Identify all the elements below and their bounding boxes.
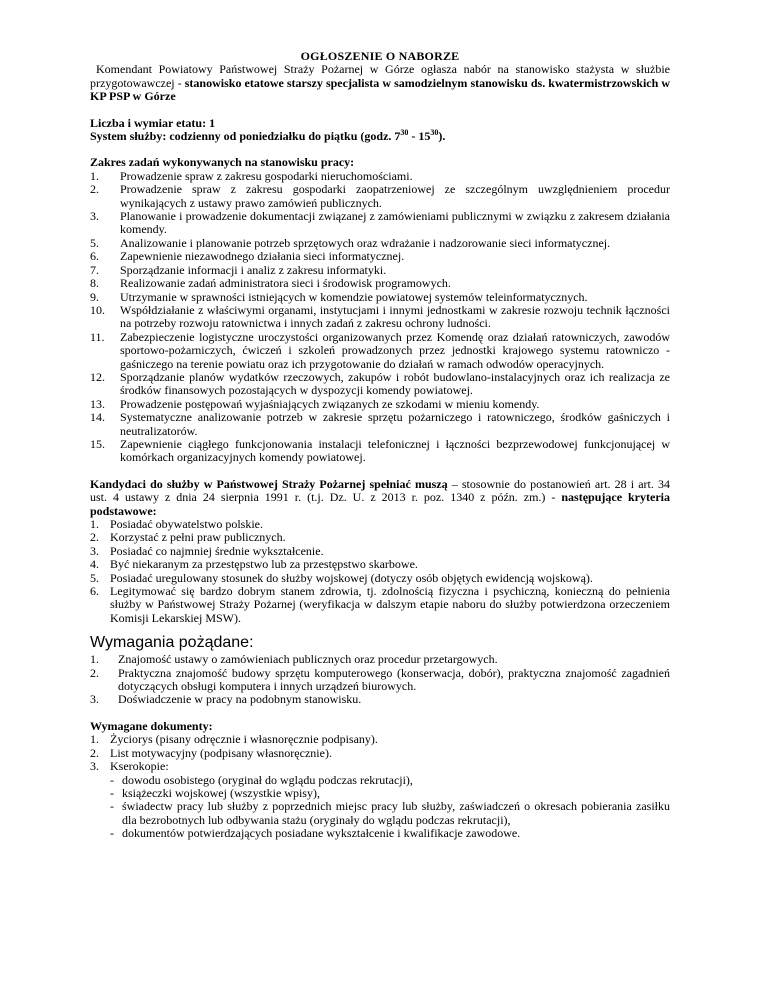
item-number: 3. (90, 209, 99, 224)
list-item (90, 411, 670, 438)
page-title: OGŁOSZENIE O NABORZE (300, 49, 460, 63)
list-item (90, 264, 670, 277)
list-item (90, 733, 670, 746)
desired-list (90, 653, 670, 707)
list-item (90, 291, 670, 304)
copy-text: świadectw pracy lub służby z poprzednich miejsc pracy lub służby, zaświadczeń o okresach pobierania zasiłku dla bezrobotnych lub odbywania stażu (oryginały do wglądu podczas rekrutacji), (122, 799, 670, 827)
list-item (90, 371, 670, 398)
intro-position: stanowisko etatowe starszy specjalista w samodzielnym stanowisku ds. kwatermistrzowskich w KP PSP w Górze (90, 75, 671, 104)
item-text: Prowadzenie postępowań wyjaśniających związanych ze szkodami w mieniu komendy. (120, 396, 540, 411)
item-text: Systematyczne analizowanie potrzeb w zakresie sprzętu pożarniczego i ratowniczego, środków gaśniczych i neutralizatorów. (120, 410, 670, 438)
intro-paragraph (90, 63, 670, 103)
item-number: 1. (90, 168, 99, 183)
list-item (90, 572, 670, 585)
item-number: 6. (90, 249, 99, 264)
item-number: 8. (90, 276, 99, 291)
item-number: 2. (90, 745, 99, 760)
item-number: 9. (90, 289, 99, 304)
item-text: Posiadać uregulowany stosunek do służby wojskowej (dotyczy osób objętych ewidencją wojskową). (110, 570, 593, 585)
item-number: 3. (90, 692, 99, 707)
dash-bullet: - (110, 826, 114, 841)
list-item (90, 170, 670, 183)
list-item (90, 693, 670, 706)
dash-bullet: - (110, 785, 114, 800)
item-text: Zapewnienie ciągłego funkcjonowania instalacji telefonicznej i łączności bezprzewodowej funkcjonującej w komórkach organizacyjnych komendy powiatowej. (120, 436, 670, 465)
item-number: 3. (90, 543, 99, 558)
item-number: 12. (90, 369, 105, 384)
item-number: 15. (90, 436, 105, 451)
item-number: 5. (90, 235, 99, 250)
item-text: Realizowanie zadań administratora sieci i środowisk programowych. (120, 276, 451, 291)
item-text: Analizowanie i planowanie potrzeb sprzętowych oraz wdrażanie i nadzorowanie sieci informatycznej. (120, 235, 611, 250)
desired-heading: Wymagania pożądane: (90, 634, 254, 652)
list-item (90, 653, 670, 666)
item-text: Być niekaranym za przestępstwo lub za przestępstwo skarbowe. (110, 557, 418, 572)
list-item (90, 250, 670, 263)
item-number: 13. (90, 396, 105, 411)
dash-bullet: - (110, 772, 114, 787)
intro-text: Komendant Powiatowy Państwowej Straży Pożarnej w Górze ogłasza nabór na stanowisko stażysta w służbie przygotowawczej - (90, 62, 670, 90)
dash-bullet: - (110, 799, 114, 814)
item-text: Legitymować się bardzo dobrym stanem zdrowia, tj. zdolnością fizyczna i psychiczną, konieczną do pełnienia służby w Państwowej Straży Pożarnej (weryfikacja w dalszym etapie naboru do służby potwierdzona orzeczeniem Komisji Lekarskiej MSW). (110, 584, 670, 625)
item-text: Zapewnienie niezawodnego działania sieci informatycznej. (120, 249, 405, 264)
item-text: Posiadać obywatelstwo polskie. (110, 517, 263, 531)
list-item (90, 398, 670, 411)
item-number: 2. (90, 182, 99, 197)
item-text: Korzystać z pełni praw publicznych. (110, 530, 286, 545)
item-text: Sporządzanie planów wydatków rzeczowych, zakupów i robót budowlano-instalacyjnych oraz ich realizacja ze środków finansowych pozostających w dyspozycji komendy powiatowej. (120, 369, 670, 398)
tasks-list (90, 170, 670, 465)
list-item (90, 210, 670, 237)
list-item (90, 760, 670, 773)
item-text: Planowanie i prowadzenie dokumentacji związanej z zamówieniami publicznymi w związku z zakresem działania komendy. (120, 209, 670, 237)
item-text: Praktyczna znajomość budowy sprzętu komputerowego (konserwacja, dobór), praktyczna znajomość zagadnień dotyczących obsługi komputera i innych urządzeń biurowych. (118, 665, 670, 694)
item-number: 3. (90, 759, 99, 774)
item-number: 14. (90, 410, 105, 425)
item-text: Zabezpieczenie logistyczne uroczystości organizowanych przez Komendę oraz działań ratowniczych, zawodów sportowo-pożarniczych, ćwiczeń i szkoleń prowadzonych przez jednostki krajowego systemu ratowniczo - gaśniczego na terenie powiatu oraz ich przygotowanie do działań w ramach odwodów operacyjnych. (120, 329, 670, 371)
copies-list (90, 774, 670, 841)
requirements-list (90, 518, 670, 625)
item-number: 2. (90, 665, 99, 680)
item-text: Doświadczenie w pracy na podobnym stanowisku. (118, 692, 362, 707)
list-item (90, 331, 670, 371)
list-item (90, 747, 670, 760)
list-item (90, 558, 670, 571)
list-item (90, 277, 670, 290)
list-item (90, 518, 670, 531)
item-number: 10. (90, 302, 105, 317)
list-item (90, 237, 670, 250)
item-number: 6. (90, 584, 99, 599)
service-system: System służby: codzienny od poniedziałku do piątku (godz. $7^{30} - 15^{30}$). (90, 128, 446, 144)
copy-item (110, 800, 670, 827)
list-item (90, 183, 670, 210)
employment-count: Liczba i wymiar etatu: 1 (90, 115, 216, 130)
item-number: 11. (90, 329, 105, 344)
announcement-document (90, 50, 670, 841)
copy-item (110, 774, 670, 787)
list-item (90, 667, 670, 694)
item-text: List motywacyjny (podpisany własnoręcznie). (110, 745, 332, 760)
list-item (90, 304, 670, 331)
item-text: Prowadzenie spraw z zakresu gospodarki nieruchomościami. (120, 168, 413, 183)
list-item (90, 438, 670, 465)
item-text: Życiorys (pisany odręcznie i własnoręcznie podpisany). (110, 732, 378, 747)
item-text: Utrzymanie w sprawności istniejących w komendzie powiatowej systemów teleinformatycznych. (120, 289, 588, 304)
copy-text: dowodu osobistego (oryginał do wglądu podczas rekrutacji), (122, 772, 413, 787)
item-number: 5. (90, 570, 99, 585)
documents-heading: Wymagane dokumenty: (90, 718, 213, 733)
copy-item (110, 827, 670, 840)
item-number: 1. (90, 732, 99, 747)
item-text: Współdziałanie z właściwymi organami, instytucjami i innymi jednostkami w zakresie rozwoju technik łączności na potrzeby rozwoju ratownictwa i innych zadań z zakresu ochrony ludności. (120, 302, 670, 331)
tasks-heading: Zakres zadań wykonywanych na stanowisku pracy: (90, 155, 355, 170)
item-number: 4. (90, 557, 99, 572)
list-item (90, 545, 670, 558)
item-text: Kserokopie: (110, 759, 169, 774)
item-number: 2. (90, 530, 99, 545)
copy-text: książeczki wojskowej (wszystkie wpisy), (122, 785, 320, 800)
list-item (90, 585, 670, 625)
item-number: 1. (90, 517, 99, 531)
item-text: Prowadzenie spraw z zakresu gospodarki zaopatrzeniowej ze szczególnym uwzględnieniem procedur wynikających z ustawy prawo zamówień publicznych. (120, 182, 670, 210)
copy-item (110, 787, 670, 800)
documents-list (90, 733, 670, 773)
requirements-intro: Kandydaci do służby w Państwowej Straży Pożarnej spełniać muszą – stosownie do postanowień art. 28 i art. 34 ust. 4 ustawy z dnia 24 sierpnia 1991 r. (t.j. Dz. U. z 2013 r. poz. 1340 z późn. zm.) - następujące kryteria podstawowe: (90, 476, 670, 518)
copy-text: dokumentów potwierdzających posiadane wykształcenie i kwalifikacje zawodowe. (122, 826, 521, 841)
item-number: 7. (90, 262, 99, 277)
item-text: Sporządzanie informacji i analiz z zakresu informatyki. (120, 262, 387, 277)
list-item (90, 531, 670, 544)
item-text: Znajomość ustawy o zamówieniach publicznych oraz procedur przetargowych. (118, 652, 498, 667)
item-number: 1. (90, 652, 99, 667)
item-text: Posiadać co najmniej średnie wykształcenie. (110, 543, 324, 558)
